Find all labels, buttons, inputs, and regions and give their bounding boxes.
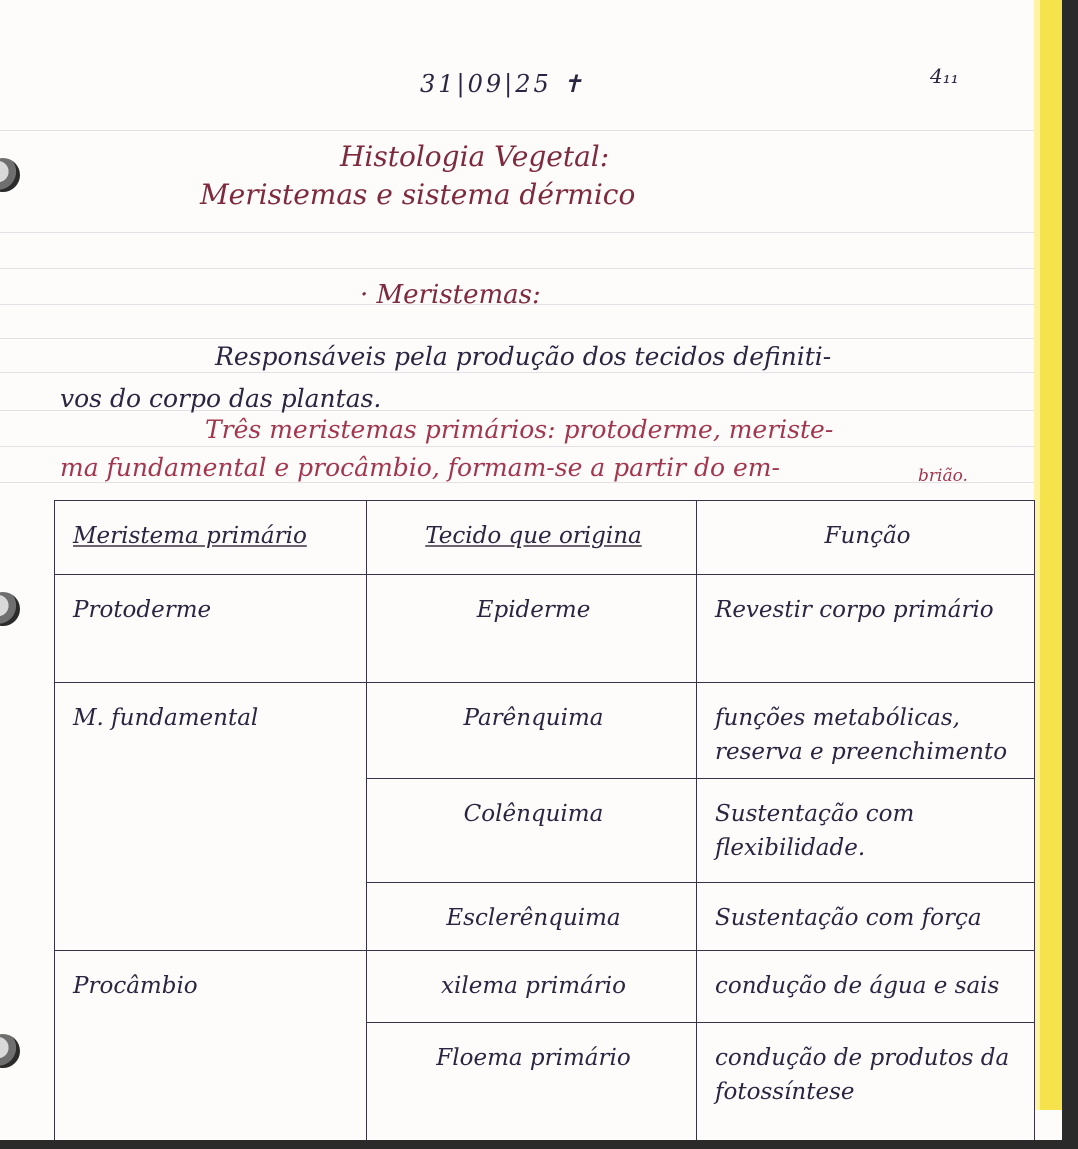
table-header-row [55,501,1035,575]
table-header-cell [697,501,1035,575]
ruled-line [0,130,1062,131]
date: 31|09|25 ✝ [420,70,586,98]
paragraph-line: vos do corpo das plantas. [60,384,382,413]
ruled-line [0,268,1062,269]
cell-meristema: M. fundamental [55,683,367,951]
paragraph-tail: brião. [918,466,968,486]
ruled-line [0,482,1062,483]
table-row [55,575,1035,683]
table-row [55,683,1035,779]
cell-tecido: xilema primário [367,951,697,1023]
paragraph-line: ma fundamental e procâmbio, formam-se a partir do em- [60,453,780,482]
header-label: Função [824,523,911,549]
ruled-line [0,372,1062,373]
page-edge-yellow [1040,0,1062,1110]
page-number: 4₁₁ [930,64,959,88]
page-title-line2: Meristemas e sistema dérmico [200,178,636,211]
cell-funcao: Sustentação com flexibilidade. [697,779,1035,883]
cell-funcao: condução de produtos da fotossíntese [697,1023,1035,1141]
section-heading: · Meristemas: [360,280,541,310]
cell-meristema: Procâmbio [55,951,367,1141]
page-title-line1: Histologia Vegetal: [340,140,610,173]
cell-funcao: condução de água e sais [697,951,1035,1023]
table-header-cell [367,501,697,575]
cell-tecido: Colênquima [367,779,697,883]
cell-funcao: Sustentação com força [697,883,1035,951]
table-header-cell [55,501,367,575]
ruled-line [0,232,1062,233]
cell-tecido: Esclerênquima [367,883,697,951]
cell-tecido: Parênquima [367,683,697,779]
paragraph-line: Três meristemas primários: protoderme, meriste- [205,415,834,444]
ruled-line [0,446,1062,447]
ruled-line [0,338,1062,339]
cell-funcao: Revestir corpo primário [697,575,1035,683]
cell-tecido: Floema primário [367,1023,697,1141]
cell-tecido: Epiderme [367,575,697,683]
cell-funcao: funções metabólicas, reserva e preenchimento [697,683,1035,779]
table-row [55,951,1035,1023]
paragraph-line: Responsáveis pela produção dos tecidos definiti- [215,342,832,371]
cell-meristema: Protoderme [55,575,367,683]
meristem-table [54,500,1035,1140]
header-label: Meristema primário [73,523,307,549]
header-label: Tecido que origina [425,523,642,549]
